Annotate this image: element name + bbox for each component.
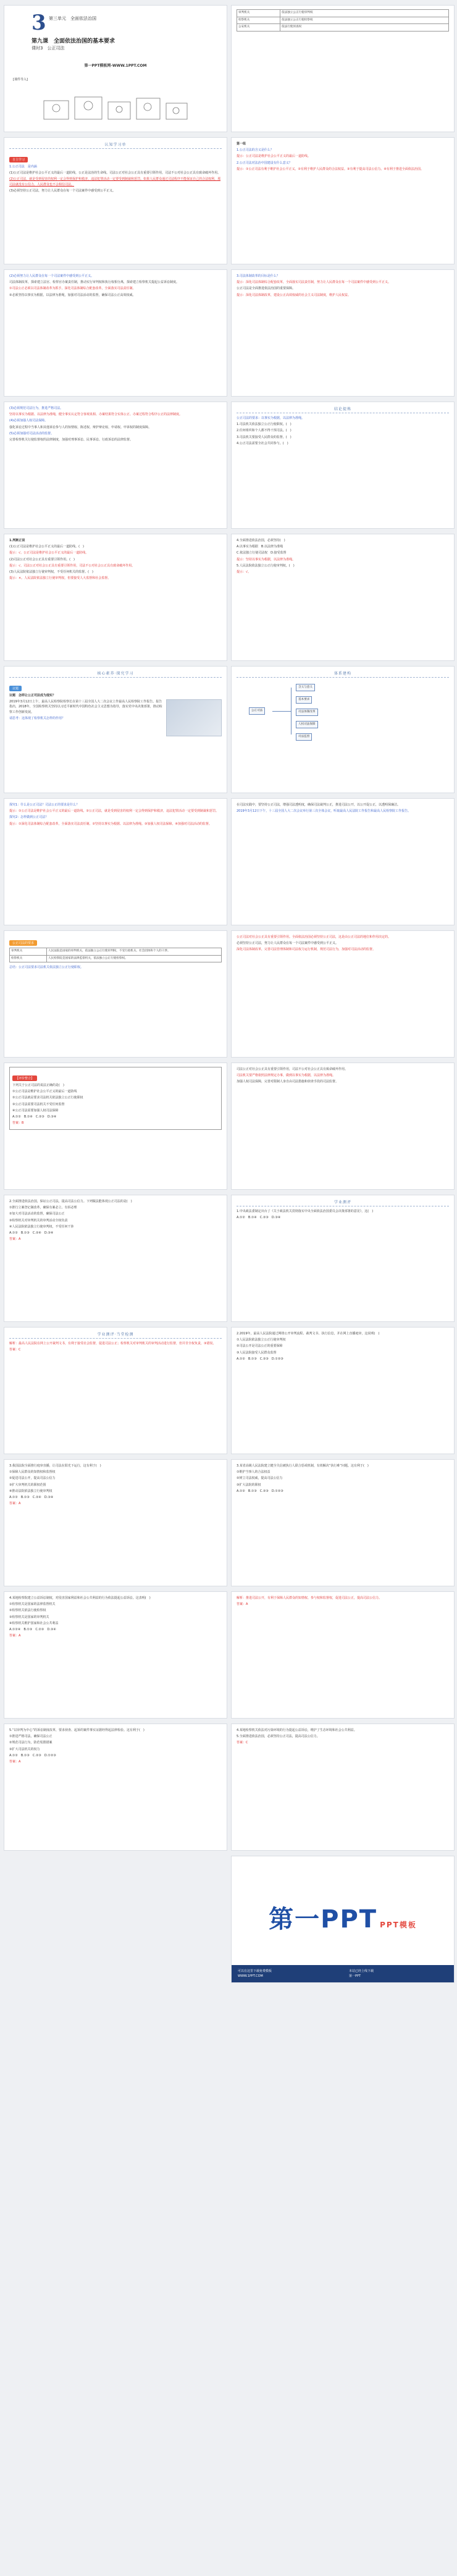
answer-options: A.①② B.①③ C.②④ D.③④ <box>9 1231 54 1235</box>
paragraph: ②规范司法行为，防范冤假错案 <box>9 1741 52 1745</box>
section-tag: 自主学习 <box>9 157 28 162</box>
paragraph: 1.公正司法的含义是什么？ <box>237 148 274 153</box>
footer-text: 本站已经上线下载 <box>349 1969 374 1973</box>
question: 3.某省高级人民法院建立健全失信被执行人联合惩戒机制，有效解决“执行难”问题。这有利于( ) <box>237 1464 369 1468</box>
paragraph: ①维护当事人的合法权益 <box>237 1470 270 1475</box>
cover-illustration <box>41 92 190 124</box>
map-node-root: 公正司法 <box>249 707 265 715</box>
paragraph: (2)司法公正对社会公正具有重要引领作用。( ) <box>9 557 75 562</box>
answer-options: A.①② B.①③ C.②③ D.①②③ <box>237 1357 283 1361</box>
paragraph: 提示：√。司法公正对社会公正具有重要引领作用，司法不公对社会公正具有致命破坏作用。 <box>9 563 135 568</box>
paragraph: ①推进严格司法，确保司法公正 <box>9 1735 52 1739</box>
paragraph: (3)必须规范司法行为，推进严格司法。 <box>9 406 64 410</box>
paragraph: 提示：①公正司法有利于维护社会公平正义。②有利于维护人民群众的合法权益。③有利于提高司法公信力。④有利于推进全面依法治国。 <box>237 167 424 171</box>
paragraph: 4.公正司法需要全社会共同参与。( ) <box>237 441 288 445</box>
paragraph: 2.任何组织和个人都不得干预司法。( ) <box>237 429 291 433</box>
section-title: 核心素养·探究学习 <box>9 670 222 678</box>
paragraph: (4)必须加强人权司法保障。 <box>9 419 48 423</box>
paragraph: 司法机关要严格依照法律规定办事，做到以事实为根据，以法律为准绳。 <box>237 1074 336 1078</box>
paragraph: C.依法独立行使司法权 D.接受监督 <box>237 551 287 555</box>
section-tag: 公正司法的要求 <box>9 940 37 946</box>
footer-text: 第一PPT <box>349 1974 361 1978</box>
section-title: 学业测评·当堂检测 <box>9 1331 222 1339</box>
paragraph: 必须坚持公正司法，努力让人民群众在每一个司法案件中感受到公平正义。 <box>237 941 339 946</box>
section-tag: 【评价整合】 <box>12 1075 37 1081</box>
question: 第一组 <box>237 142 246 146</box>
paragraph: ②必须坚持以事实为根据，以法律为准绳，加强对司法活动的监督，确保司法公正高效权威。 <box>9 293 136 297</box>
section-title: 学业测评 <box>237 1199 449 1206</box>
paragraph: 解析：推进司法公开，有利于保障人民群众的知情权、参与权和监督权，促进司法公正，提高司法公信力。 <box>237 1596 382 1600</box>
answer: 答案：A <box>9 1760 21 1764</box>
brand-logo-sub: PPT模板 <box>380 1921 417 1929</box>
paragraph: (1)公正司法是维护社会公平正义的最后一道防线。( ) <box>9 545 84 549</box>
table-cell: 依法独立公正行使检察权 <box>280 17 449 24</box>
paragraph: 探究1：什么是公正司法？司法公正的要求是什么？ <box>9 803 80 807</box>
news-photo <box>166 699 222 736</box>
paragraph: ③扩大审判机关的职权范围 <box>9 1483 46 1487</box>
slide-left-9[interactable] <box>4 1063 227 1190</box>
slide-right-9[interactable] <box>231 1063 455 1190</box>
cover-website: 第一PPT模板网-WWW.1PPT.COM <box>84 64 147 68</box>
paragraph: 下列关于公正司法的说法正确的是( ) <box>12 1084 64 1087</box>
slide-right-6[interactable] <box>231 666 455 793</box>
paragraph: ④检察机关维护国家和社会公共利益 <box>9 1621 59 1625</box>
slide-left-5[interactable] <box>4 534 227 661</box>
paragraph: 强化诉讼过程中当事人和其他诉讼参与人的知情权、陈述权、辩护辩论权、申请权、申诉权的制度保障。 <box>9 425 152 429</box>
question: 议题 怎样让公正司法成为现实？ <box>9 694 56 697</box>
paragraph: ①推行立案登记制改革，确保有案必立、有诉必理 <box>9 1206 77 1210</box>
paragraph: 加强人权司法保障，完善对限制人身自由司法措施和侦查手段的司法监督。 <box>237 1080 339 1084</box>
section-title: 体系建构 <box>237 670 449 678</box>
section-tag: 议题 <box>9 686 22 691</box>
concept-map <box>237 680 449 742</box>
slide-left-13[interactable] <box>4 1591 227 1719</box>
paragraph: 5.全面推进依法治国，必须坚持公正司法，提高司法公信力。 <box>237 1735 320 1739</box>
paragraph: 4.某地检察机关依法对污染环境的行为提起公益诉讼，维护了生态环境和社会公共利益。 <box>237 1728 357 1732</box>
slide-left-12[interactable] <box>4 1459 227 1586</box>
paragraph: 司法体制改革，探索建立法官、检察官办案责任制，推动实行审判权和执行权相分离，探索建立检察机关提起公益诉讼制度。 <box>9 280 180 285</box>
paragraph: ③公正司法需要司法机关不受任何监督 <box>12 1102 65 1106</box>
paragraph: ③检察机关对审判机关的审判活动全权负责 <box>9 1218 68 1223</box>
paragraph: ③人民法院接受人民群众监督 <box>237 1350 277 1355</box>
paragraph: (5)必须加强对司法活动的监督。 <box>9 431 54 436</box>
footer-text: 可以在这里下载免费模板 <box>238 1969 272 1973</box>
question: 4.某地检察院建立公益诉讼制度，对侵害国家利益和社会公共利益的行为依法提起公益诉讼。这表明( ) <box>9 1596 151 1600</box>
map-node: 司法体制改革 <box>296 709 318 716</box>
paragraph: (2)必须努力让人民群众在每一个司法案件中感受到公平正义。 <box>9 274 94 278</box>
cover-unit-number: 3 <box>31 11 46 35</box>
end-slide[interactable] <box>231 1856 455 1983</box>
question: 2.2019年，最高人民法院通过网络公开审判流程、裁判文书、执行信息，并在网上直播庭审，这说明( ) <box>237 1332 380 1336</box>
paragraph: ①保障人民群众的知情权和监督权 <box>9 1470 56 1475</box>
paragraph: (3)人民法院依法独立行使审判权，不受任何机关的监督。( ) <box>9 570 93 575</box>
slide-right-12[interactable] <box>231 1459 455 1586</box>
paragraph: (1)公正司法是维护社会公平正义的最后一道防线，公正是法治的生命线。司法公正对社会公正具有重要引领作用，司法不公对社会公正具有致命破坏作用。 <box>9 171 221 175</box>
slide-left-2[interactable] <box>4 137 227 264</box>
paragraph: 提示：√。 <box>237 570 251 575</box>
answer-options: A.①②④ B.①③ C.②③ D.③④ <box>9 1628 56 1632</box>
paragraph: A.以事实为根据 B.以法律为准绳 <box>237 545 283 549</box>
paragraph: ④推动法院依法独立行使审判权 <box>9 1489 52 1493</box>
table-cell: 审判机关 <box>237 10 280 17</box>
table-row <box>237 10 449 17</box>
illustration-panel-3 <box>108 102 130 119</box>
answer: 答案：A <box>9 1502 21 1506</box>
table-cell: 依法独立公正行使审判权 <box>280 10 449 17</box>
slide-right-5[interactable] <box>231 534 455 661</box>
question: 3.我国法院全面推行庭审直播，让司法在阳光下运行，这有利于( ) <box>9 1464 101 1468</box>
answer: 答案：B <box>12 1121 24 1126</box>
footer-bar <box>232 1965 454 1982</box>
requirements-table <box>9 948 222 962</box>
slide-left-6[interactable] <box>4 666 227 793</box>
question: 1.公正司法 是内涵 <box>9 165 37 169</box>
paragraph: ②检察机关依法行使检察权 <box>9 1609 46 1613</box>
slide-right-10[interactable] <box>231 1195 455 1322</box>
slide-left-10[interactable] <box>4 1195 227 1322</box>
answer: 答案：C <box>237 1741 248 1745</box>
slide-right-13[interactable] <box>231 1591 455 1719</box>
table-row <box>237 17 449 24</box>
paragraph: 提示：深化司法体制综合配套改革，全面落实司法责任制，努力让人民群众在每一个司法案件中感受到公平正义。 <box>237 280 392 285</box>
illustration-panel-1 <box>44 101 69 119</box>
paragraph: ③扩大司法机关的权力 <box>9 1747 40 1751</box>
table-cell: 检察机关 <box>10 955 47 962</box>
paragraph: (3)必须坚持公正司法，努力让人民群众在每一个司法案件中感受到公平正义。 <box>9 188 116 193</box>
paragraph: 3.司法体制改革的目标是什么？ <box>237 274 280 278</box>
paragraph: 5.人民法院依法独立公正行使审判权。( ) <box>237 563 295 568</box>
table-row <box>10 948 222 956</box>
question: 1.判断正误 <box>9 539 25 542</box>
answer-options: A.①② B.①③ C.②③ D.①②③ <box>9 1753 56 1757</box>
illustration-panel-4 <box>136 98 160 119</box>
table-cell: 公安机关 <box>237 24 280 32</box>
paragraph: (2)公正司法，就是受到侵害的权利一定会得到保护和救济，违法犯罪活动一定要受到制裁和惩罚。如果人民群众通过司法程序不能保证自己的合法权利，那司法就没有公信力，人民群众也不会相信司法。 <box>9 177 221 187</box>
answer-options: A.①② B.①③ C.②④ D.③④ <box>9 1496 54 1500</box>
table-cell: 人民法院是国家的审判机关，依法独立公正行使审判权，不受行政机关、社会团体和个人的干涉。 <box>47 948 222 956</box>
illustration-panel-5 <box>166 103 187 119</box>
slide-right-1[interactable] <box>231 5 455 132</box>
paragraph: 提示：公正司法是维护社会公平正义的最后一道防线。 <box>237 154 311 159</box>
slide-left-14[interactable] <box>4 1724 227 1851</box>
brand-logo-text: 第一PPT <box>269 1905 378 1934</box>
paragraph: 2.公正司法对法治中国建设有什么意义？ <box>237 161 292 165</box>
paragraph: 4.全面推进依法治国，必须坚持( ) <box>237 539 285 542</box>
paragraph: ②公正司法就是要求司法机关依法独立公正行使职权 <box>12 1096 83 1100</box>
paragraph: ③检察机关是国家的审判机关 <box>9 1615 49 1619</box>
paragraph: 提示：×。人民法院依法独立行使审判权，但要接受人大监督和社会监督。 <box>9 576 111 581</box>
table-cell: 审判机关 <box>10 948 47 956</box>
slide-right-4[interactable] <box>231 402 455 529</box>
slide-right-7[interactable] <box>231 798 455 925</box>
paragraph: ②司法公开是司法公正的重要保障 <box>237 1344 283 1349</box>
answer: 答案：A <box>9 1237 21 1242</box>
paragraph: 深化司法体制改革，完善司法管理体制和司法权力运行机制，规范司法行为，加强对司法活动的监督。 <box>237 948 376 952</box>
paragraph: 坚持以事实为根据、以法律为准绳，健全事实认定符合客观真相、办案结果符合实体公正、办案过程符合程序公正的法律制度。 <box>9 413 183 417</box>
answer-options: A.①② B.①③ C.②③ D.①②③ <box>237 1489 283 1493</box>
paragraph: 请思考：这体现了检察机关怎样的作用？ <box>9 716 65 720</box>
paragraph: 2019年3月12日上午，最高人民检察院检察长在第十三届全国人大二次会议上作最高人民检察院工作报告。报告指出，2018年，全国检察机关坚持以习近平新时代中国特色社会主义思想为指导，落实党中央决策部署，推动检察工作创新发展。 <box>9 700 162 714</box>
question: 2.全面推进依法治国，保证公正司法，提高司法公信力。下列做法能体现公正司法的是( ) <box>9 1200 132 1203</box>
paragraph: 公正司法的要求：以事实为根据，以法律为准绳。 <box>237 416 305 420</box>
map-node: 含义与意义 <box>296 684 315 691</box>
brand-logo <box>232 1900 454 1935</box>
paragraph: 提示：坚持以事实为根据，以法律为准绳。 <box>237 557 296 562</box>
paragraph: 提示：深化司法体制改革，建设公正高效权威的社会主义司法制度，维护人民权益。 <box>237 293 351 297</box>
paragraph: ①公正司法是维护社会公平正义的最后一道防线 <box>12 1090 77 1094</box>
slide-right-3[interactable] <box>231 269 455 397</box>
paragraph: 公正司法是全面推进依法治国的重要保障。 <box>237 287 296 291</box>
paragraph: 完善检察机关行使监督权的法律制度，加强对刑事诉讼、民事诉讼、行政诉讼的法律监督。 <box>9 438 133 442</box>
section-title: 认知学习单 <box>9 141 222 149</box>
paragraph: ①司法公正必须以司法体制改革为抓手，深化司法体制综合配套改革，全面落实司法责任制。 <box>9 287 136 291</box>
paragraph: 2019年3月12日下午，十三届全国人大二次会议举行第三次全体会议，听取最高人民法院工作报告和最高人民检察院工作报告。 <box>237 809 411 814</box>
paragraph: 总结：公正司法要求司法机关依法独立公正行使职权。 <box>9 966 84 970</box>
organs-table <box>237 9 449 32</box>
paragraph: 提示：√。公正司法是维护社会公平正义的最后一道防线。 <box>9 551 89 555</box>
paragraph: ④人民法院依法独立行使审判权，不受任何干涉 <box>9 1224 74 1229</box>
paragraph: 提示：①公正司法是维护社会公平正义的最后一道防线。②公正司法，就是受到侵害的权利一定会得到保护和救济，违法犯罪活动一定要受到制裁和惩罚。 <box>9 809 219 814</box>
paragraph: 司法公正对社会公正具有重要引领作用，司法不公对社会公正具有致命破坏作用。 <box>237 1067 348 1071</box>
paragraph: 解析：最高人民法院在网上公开裁判文书，有利于接受社会监督，促进司法公正；检察机关对审判机关的审判活动进行监督，但并非全权负责，③错误。 <box>9 1342 216 1345</box>
answer: 答案：C <box>9 1348 21 1352</box>
question: 1.中央政法委制定出台了《关于政法机关贯彻落实中央全面依法治国委员会决策部署的意见》，这( ) <box>237 1210 374 1213</box>
paragraph: ④公正司法需要加强人权司法保障 <box>12 1108 59 1113</box>
slide-right-14[interactable] <box>231 1724 455 1851</box>
paragraph: 1.司法机关依法独立公正行使职权。( ) <box>237 423 291 427</box>
map-node: 基本要求 <box>296 696 312 704</box>
table-row <box>10 955 222 962</box>
cover-unit-title: 第三单元 全面依法治国 <box>49 16 96 21</box>
slide-left-8[interactable] <box>4 930 227 1058</box>
paragraph: 提示：①深化司法体制综合配套改革，全面落实司法责任制。②坚持以事实为根据、以法律为准绳。③加强人权司法保障。④加强对司法活动的监督。 <box>9 822 212 826</box>
slide-right-8[interactable] <box>231 930 455 1058</box>
section-title: 结论提炼 <box>237 406 449 413</box>
answer: 答案：A <box>237 1602 248 1607</box>
paragraph: ①检察机关是国家的法律监督机关 <box>9 1602 56 1607</box>
answer: 答案：A <box>9 1634 21 1638</box>
cover-import-label: [课件导入] <box>13 78 28 82</box>
slide-right-2[interactable] <box>231 137 455 264</box>
table-cell: 检察机关 <box>237 17 280 24</box>
paragraph: 探究2：怎样做到公正司法？ <box>9 815 49 820</box>
map-connector <box>272 711 291 712</box>
paragraph: ③扩大法院的职权 <box>237 1483 261 1487</box>
table-cell: 依法行使侦查权 <box>280 24 449 32</box>
cover-slide[interactable] <box>4 5 227 132</box>
paragraph: ②树立司法权威，提高司法公信力 <box>237 1476 283 1481</box>
cover-lesson-subtitle: 课时3 公正司法 <box>31 46 65 51</box>
footer-link[interactable]: WWW.1PPT.COM <box>238 1974 263 1978</box>
table-row <box>237 24 449 32</box>
paragraph: 公正司法对社会公正具有重要引领作用。全面依法治国必须坚持公正司法，这是由公正司法的地位和作用决定的。 <box>237 935 392 939</box>
paragraph: 在司法实践中，要坚持公正司法，增强司法透明度，确保司法裁判公正，推进司法公开，以公开促公正，以透明保廉洁。 <box>237 803 401 807</box>
answer-options: A.①② B.①④ C.②③ D.③④ <box>237 1216 281 1220</box>
slide-left-7[interactable] <box>4 798 227 925</box>
paragraph: ①人民法院依法独立公正行使审判权 <box>237 1338 286 1342</box>
slide-right-11[interactable] <box>231 1327 455 1454</box>
illustration-panel-2 <box>75 97 102 119</box>
paragraph: ②促进司法公开，提高司法公信力 <box>9 1476 56 1481</box>
cover-lesson-title: 第九课 全面依法治国的基本要求 <box>31 38 115 44</box>
map-node: 司法监督 <box>296 733 312 741</box>
table-cell: 人民检察院是国家的法律监督机关，依法独立公正行使检察权。 <box>47 955 222 962</box>
paragraph: 3.司法机关要接受人民群众的监督。( ) <box>237 435 291 439</box>
paragraph: ②加大对司法活动的监督，确保司法公正 <box>9 1212 65 1216</box>
question: 5.“以审判为中心”的诉讼制度改革，要求侦查、起诉的案件事实证据经得起法律检验。这有利于( ) <box>9 1728 145 1732</box>
slide-left-4[interactable] <box>4 402 227 529</box>
answer-options: A.①② B.①④ C.②③ D.③④ <box>12 1115 57 1119</box>
slide-left-3[interactable] <box>4 269 227 397</box>
map-node: 人权司法保障 <box>296 721 318 728</box>
slide-left-11[interactable] <box>4 1327 227 1454</box>
